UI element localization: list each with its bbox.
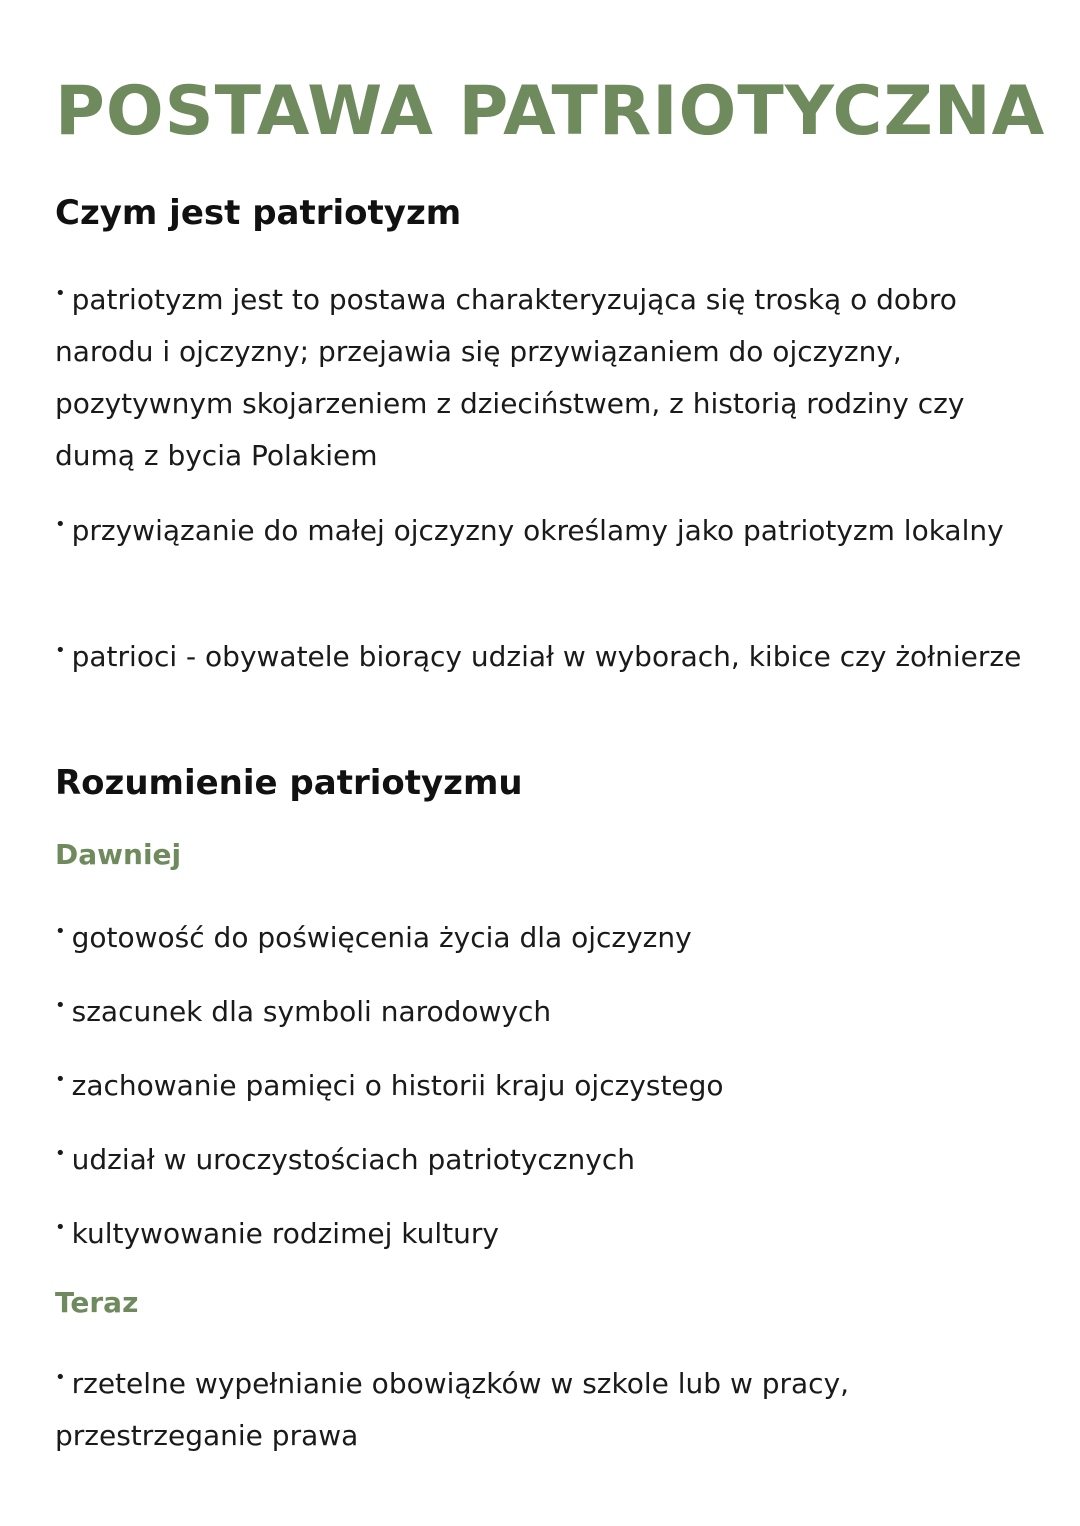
bullet-icon: • xyxy=(55,995,66,1016)
list-item: • patrioci - obywatele biorący udział w wyborach, kibice czy żołnierze xyxy=(55,625,1025,683)
list-item: • rzetelne wypełnianie obowiązków w szkole lub w pracy, przestrzeganie prawa xyxy=(55,1352,1025,1462)
bullet-icon: • xyxy=(55,1367,66,1388)
subheading-now: Teraz xyxy=(55,1286,139,1319)
page-title: POSTAWA PATRIOTYCZNA xyxy=(55,72,1046,151)
bullet-icon: • xyxy=(55,514,66,535)
list-item: • patriotyzm jest to postawa charakteryzująca się troską o dobro narodu i ojczyzny; przejawia się przywiązaniem do ojczyzny, pozytywnym skojarzeniem z dzieciństwem, z historią rodziny czy dumą z bycia Polakiem xyxy=(55,268,1025,482)
subheading-past: Dawniej xyxy=(55,838,182,871)
bullet-icon: • xyxy=(55,1143,66,1164)
section-heading-understanding-patriotism: Rozumienie patriotyzmu xyxy=(55,763,523,803)
list-item: • szacunek dla symboli narodowych xyxy=(55,980,1025,1038)
bullet-icon: • xyxy=(55,1069,66,1090)
section-heading-what-is-patriotism: Czym jest patriotyzm xyxy=(55,193,462,233)
list-item: • gotowość do poświęcenia życia dla ojczyzny xyxy=(55,906,1025,964)
bullet-icon: • xyxy=(55,1217,66,1238)
bullet-icon: • xyxy=(55,921,66,942)
bullet-icon: • xyxy=(55,283,66,304)
list-item: • zachowanie pamięci o historii kraju ojczystego xyxy=(55,1054,1025,1112)
bullet-icon: • xyxy=(55,640,66,661)
list-item: • kultywowanie rodzimej kultury xyxy=(55,1202,1025,1260)
list-item: • udział w uroczystościach patriotycznych xyxy=(55,1128,1025,1186)
list-item: • przywiązanie do małej ojczyzny określamy jako patriotyzm lokalny xyxy=(55,499,1025,557)
